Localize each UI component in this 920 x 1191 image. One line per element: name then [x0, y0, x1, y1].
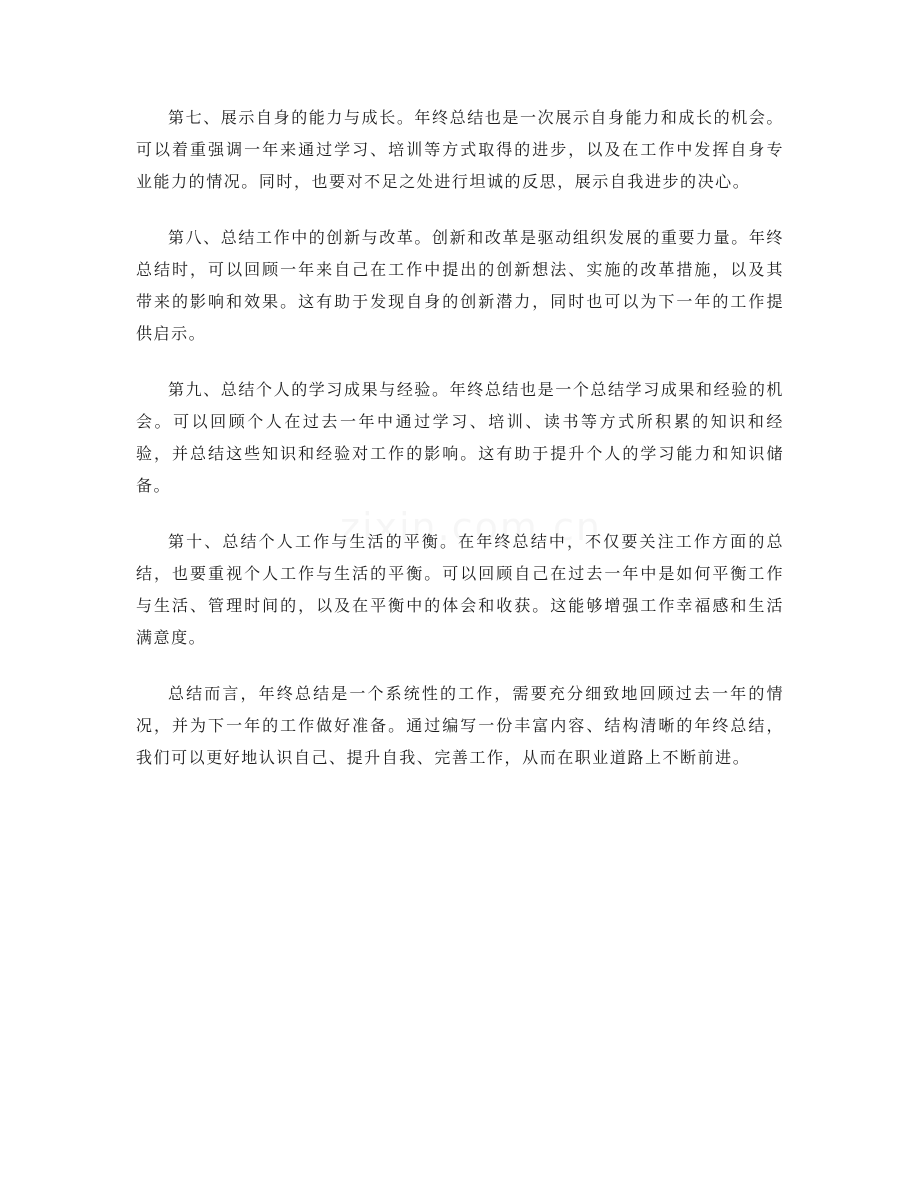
paragraph-9: 第九、总结个人的学习成果与经验。年终总结也是一个总结学习成果和经验的机会。可以回顾个人在过去一年中通过学习、培训、读书等方式所积累的知识和经验，并总结这些知识和经验对工作的影响。这有助于提升个人的学习能力和知识储备。: [136, 380, 784, 495]
document-body: [136, 102, 784, 798]
paragraph-8: 第八、总结工作中的创新与改革。创新和改革是驱动组织发展的重要力量。年终总结时，可以回顾一年来自己在工作中提出的创新想法、实施的改革措施，以及其带来的影响和效果。这有助于发现自身的创新潜力，同时也可以为下一年的工作提供启示。: [136, 228, 784, 343]
paragraph-10: 第十、总结个人工作与生活的平衡。在年终总结中，不仅要关注工作方面的总结，也要重视个人工作与生活的平衡。可以回顾自己在过去一年中是如何平衡工作与生活、管理时间的，以及在平衡中的体会和收获。这能够增强工作幸福感和生活满意度。: [136, 532, 784, 647]
paragraph-conclusion: 总结而言，年终总结是一个系统性的工作，需要充分细致地回顾过去一年的情况，并为下一年的工作做好准备。通过编写一份丰富内容、结构清晰的年终总结，我们可以更好地认识自己、提升自我、完善工作，从而在职业道路上不断前进。: [136, 684, 784, 767]
paragraph-7: 第七、展示自身的能力与成长。年终总结也是一次展示自身能力和成长的机会。可以着重强调一年来通过学习、培训等方式取得的进步，以及在工作中发挥自身专业能力的情况。同时，也要对不足之处进行坦诚的反思，展示自我进步的决心。: [136, 108, 784, 191]
